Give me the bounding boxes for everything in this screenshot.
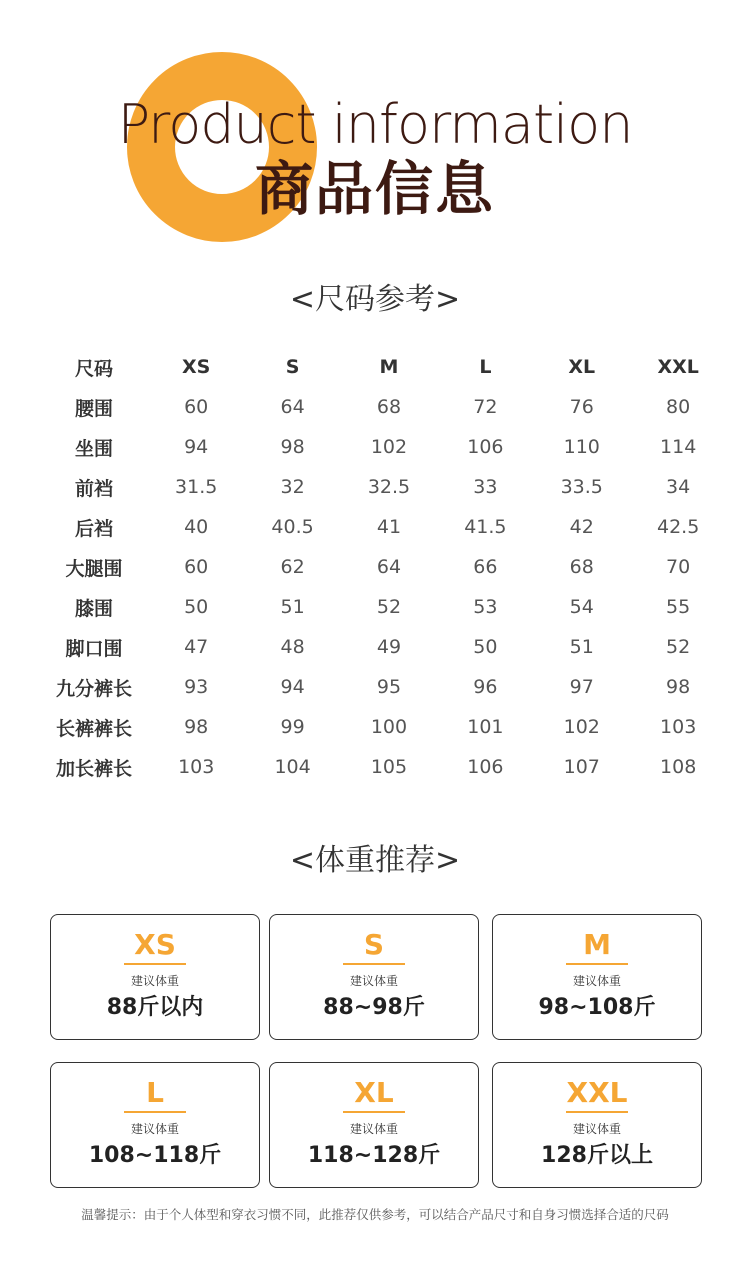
card-size: XXL <box>566 1076 628 1109</box>
weight-card <box>50 1062 260 1188</box>
card-size: S <box>363 928 385 961</box>
row-label: 膝围 <box>74 597 113 620</box>
size-table <box>40 347 730 787</box>
size-table-header <box>40 347 730 387</box>
table-cell: 52 <box>376 596 402 618</box>
table-cell: 60 <box>184 556 209 578</box>
table-cell: 55 <box>666 596 691 618</box>
table-cell: 64 <box>280 396 305 418</box>
table-cell: 72 <box>473 396 498 418</box>
table-cell: 110 <box>563 436 600 458</box>
table-cell: 32 <box>280 476 305 498</box>
table-row <box>40 547 730 587</box>
table-row <box>40 707 730 747</box>
table-cell: 76 <box>569 396 594 418</box>
table-cell: 40 <box>184 516 209 538</box>
table-cell: 42 <box>569 516 594 538</box>
weight-card <box>492 914 702 1040</box>
table-cell: 40.5 <box>271 516 314 538</box>
card-subtitle: 建议体重 <box>130 1122 179 1136</box>
table-cell: 93 <box>184 676 209 698</box>
table-cell: 102 <box>563 716 600 738</box>
weight-section-title: <体重推荐> <box>289 843 461 878</box>
table-cell: 33 <box>473 476 498 498</box>
table-cell: 60 <box>184 396 209 418</box>
table-cell: 54 <box>569 596 594 618</box>
row-label: 大腿围 <box>65 557 123 580</box>
table-cell: 107 <box>563 756 600 778</box>
card-size: L <box>146 1076 164 1109</box>
card-size: XL <box>354 1076 394 1109</box>
row-label: 脚口围 <box>65 637 123 660</box>
table-cell: 100 <box>370 716 408 738</box>
weight-card <box>50 914 260 1040</box>
table-cell: 108 <box>660 756 697 778</box>
card-weight: 88~98斤 <box>323 995 425 1020</box>
table-cell: 41.5 <box>464 516 507 538</box>
table-cell: 97 <box>569 676 594 698</box>
table-cell: 34 <box>666 476 691 498</box>
table-cell: 68 <box>376 396 402 418</box>
table-row <box>40 467 730 507</box>
table-cell: 32.5 <box>367 476 411 498</box>
card-subtitle: 建议体重 <box>572 974 621 988</box>
header-cell: L <box>479 356 492 378</box>
table-cell: 98 <box>666 676 691 698</box>
table-cell: 42.5 <box>656 516 700 538</box>
table-cell: 103 <box>660 716 697 738</box>
card-weight: 108~118斤 <box>88 1143 222 1168</box>
table-row <box>40 747 730 787</box>
table-cell: 48 <box>280 636 305 658</box>
table-cell: 98 <box>184 716 209 738</box>
card-size: XS <box>134 928 176 961</box>
table-row <box>40 387 730 427</box>
table-row <box>40 427 730 467</box>
table-cell: 53 <box>473 596 498 618</box>
row-label: 坐围 <box>74 437 113 460</box>
table-cell: 50 <box>473 636 498 658</box>
table-cell: 52 <box>666 636 691 658</box>
row-label: 加长裤长 <box>55 757 132 780</box>
header-cell: XXL <box>657 356 699 378</box>
card-subtitle: 建议体重 <box>349 1122 398 1136</box>
card-size: M <box>583 928 611 961</box>
table-cell: 106 <box>467 756 504 778</box>
table-cell: 95 <box>376 676 402 698</box>
table-cell: 104 <box>274 756 311 778</box>
table-cell: 62 <box>280 556 305 578</box>
card-weight: 98~108斤 <box>538 995 656 1020</box>
table-cell: 47 <box>184 636 209 658</box>
header-cell: S <box>285 356 300 378</box>
header-cell: XL <box>568 356 596 378</box>
row-label: 九分裤长 <box>55 677 132 700</box>
table-cell: 68 <box>569 556 594 578</box>
card-weight: 118~128斤 <box>307 1143 441 1168</box>
table-cell: 98 <box>280 436 305 458</box>
table-cell: 49 <box>376 636 402 658</box>
card-weight: 88斤以内 <box>106 995 204 1020</box>
table-cell: 80 <box>666 396 691 418</box>
table-cell: 106 <box>467 436 504 458</box>
table-cell: 96 <box>473 676 498 698</box>
table-cell: 33.5 <box>560 476 603 498</box>
card-weight: 128斤以上 <box>541 1143 653 1168</box>
header-cell: XS <box>182 356 211 378</box>
weight-card <box>269 1062 479 1188</box>
row-label: 后裆 <box>74 517 113 540</box>
card-underline <box>343 963 405 965</box>
card-subtitle: 建议体重 <box>572 1122 621 1136</box>
header-cell: M <box>379 356 399 378</box>
card-underline <box>566 963 628 965</box>
card-underline <box>566 1111 628 1113</box>
size-section-title: <尺码参考> <box>289 282 461 317</box>
row-label: 腰围 <box>74 397 113 420</box>
table-cell: 64 <box>376 556 402 578</box>
row-label: 长裤裤长 <box>55 717 132 740</box>
table-row <box>40 507 730 547</box>
card-underline <box>124 1111 186 1113</box>
table-cell: 51 <box>569 636 594 658</box>
table-cell: 99 <box>280 716 305 738</box>
header-cell: 尺码 <box>74 357 113 380</box>
table-cell: 105 <box>370 756 408 778</box>
table-row <box>40 587 730 627</box>
table-cell: 70 <box>666 556 691 578</box>
table-cell: 102 <box>370 436 408 458</box>
table-cell: 41 <box>376 516 402 538</box>
table-row <box>40 667 730 707</box>
weight-card <box>492 1062 702 1188</box>
table-cell: 94 <box>280 676 305 698</box>
row-label: 前裆 <box>74 477 113 500</box>
table-row <box>40 627 730 667</box>
table-cell: 101 <box>467 716 504 738</box>
card-underline <box>124 963 186 965</box>
table-cell: 66 <box>473 556 498 578</box>
table-cell: 50 <box>184 596 209 618</box>
card-subtitle: 建议体重 <box>349 974 398 988</box>
table-cell: 51 <box>280 596 305 618</box>
card-subtitle: 建议体重 <box>130 974 179 988</box>
table-cell: 114 <box>660 436 697 458</box>
table-cell: 103 <box>178 756 215 778</box>
weight-card <box>269 914 479 1040</box>
table-cell: 94 <box>184 436 209 458</box>
card-underline <box>343 1111 405 1113</box>
title-english: Product information <box>117 93 633 156</box>
title-chinese: 商品信息 <box>254 155 495 223</box>
footnote: 温馨提示：由于个人体型和穿衣习惯不同，此推荐仅供参考，可以结合产品尺寸和自身习惯选择合适的尺码 <box>81 1207 669 1222</box>
table-cell: 31.5 <box>175 476 218 498</box>
